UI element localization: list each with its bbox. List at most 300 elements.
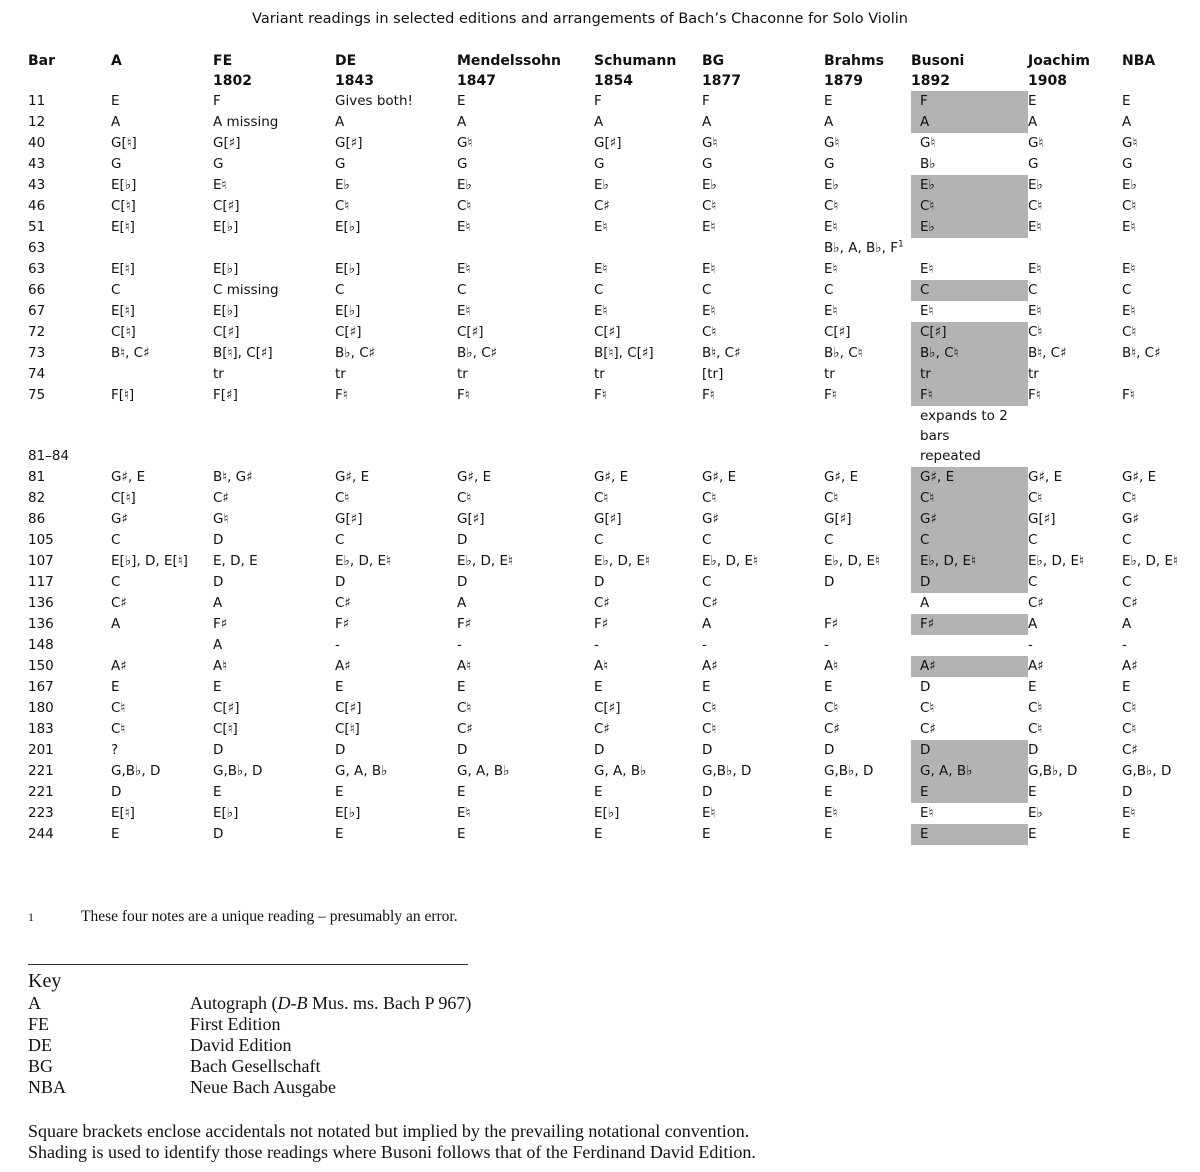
- cell-value: E♮: [702, 303, 716, 319]
- col-year-fe: 1802: [213, 73, 252, 89]
- col-header-joachim: Joachim: [1028, 53, 1090, 69]
- cell-value: tr: [594, 366, 605, 382]
- cell-value: D: [594, 742, 605, 758]
- cell-value: B♭, C♯: [335, 345, 376, 361]
- cell-value: C: [824, 282, 834, 298]
- table-row: [28, 782, 1182, 803]
- cell-value: E[♭]: [594, 805, 620, 821]
- cell-value: E[♭]: [213, 261, 239, 277]
- cell-value: [213, 238, 335, 259]
- cell-value: G♯, E: [594, 469, 629, 485]
- cell-value: A♮: [213, 658, 228, 674]
- cell-value: C♯: [1122, 742, 1138, 758]
- cell-value: G♮: [824, 135, 840, 151]
- key-row: [28, 993, 471, 1014]
- cell-value: F: [213, 93, 221, 109]
- cell-value: -: [1028, 637, 1033, 653]
- cell-bar: 105: [28, 532, 54, 548]
- header-year-row: [28, 71, 1182, 91]
- cell-value: tr: [1028, 366, 1039, 382]
- cell-value: G[♯]: [594, 135, 622, 151]
- col-header-bar: Bar: [28, 53, 56, 69]
- cell-value: G[♮]: [111, 135, 137, 151]
- cell-value: G,B♭, D: [824, 763, 874, 779]
- cell-value: E♭: [911, 175, 1028, 196]
- cell-value: D: [457, 574, 468, 590]
- cell-value: -: [702, 637, 707, 653]
- cell-value: [111, 238, 213, 259]
- cell-bar: 46: [28, 198, 46, 214]
- cell-value: E♭, D, E♮: [335, 553, 391, 569]
- cell-value: D: [824, 574, 835, 590]
- cell-value: A♮: [457, 658, 472, 674]
- cell-value: A: [1122, 616, 1132, 632]
- cell-value: E: [911, 824, 1028, 845]
- cell-value: D: [911, 740, 1028, 761]
- cell-value: [911, 635, 1028, 656]
- cell-value: B♭: [920, 156, 936, 172]
- cell-value: E♭: [335, 177, 350, 193]
- cell-value: [1122, 446, 1182, 467]
- cell-value: C♮: [1028, 198, 1043, 214]
- cell-value: G♮: [457, 135, 473, 151]
- cell-bar: 86: [28, 511, 46, 527]
- cell-value: C: [824, 532, 834, 548]
- cell-value: E[♮]: [111, 219, 135, 235]
- cell-value: G, A, B♭: [457, 763, 510, 779]
- cell-value: C♮: [111, 700, 126, 716]
- table-row: [28, 488, 1182, 509]
- cell-value: F♮: [457, 387, 470, 403]
- cell-bar: 81: [28, 469, 46, 485]
- cell-value: C♮: [1122, 700, 1137, 716]
- cell-value: G♮: [1122, 135, 1138, 151]
- cell-value: C[♮]: [213, 721, 238, 737]
- cell-value: G,B♭, D: [213, 763, 263, 779]
- table-row: [28, 196, 1182, 217]
- col-year-de: 1843: [335, 73, 374, 89]
- col-year-schumann: 1854: [594, 73, 633, 89]
- cell-value: C♯: [335, 595, 351, 611]
- cell-value: C♯: [1122, 595, 1138, 611]
- cell-value: A: [1122, 114, 1132, 130]
- cell-value: E[♭]: [335, 219, 361, 235]
- col-year-joachim: 1908: [1028, 73, 1067, 89]
- cell-value: E♮: [1028, 219, 1042, 235]
- cell-bar: 74: [28, 366, 46, 382]
- cell-value: C♮: [911, 488, 1028, 509]
- key-desc: Autograph (D-B Mus. ms. Bach P 967): [190, 993, 472, 1013]
- cell-value: E♮: [824, 261, 838, 277]
- cell-value: G,B♭, D: [702, 763, 752, 779]
- cell-value: G[♯]: [335, 135, 363, 151]
- cell-value: G♯, E: [824, 469, 859, 485]
- footnote-marker: 1: [898, 239, 904, 250]
- cell-value: F♯: [335, 616, 350, 632]
- cell-value: F♯: [457, 616, 472, 632]
- cell-value: A♯: [911, 656, 1028, 677]
- cell-bar: 221: [28, 763, 54, 779]
- cell-value: G♯, E: [335, 469, 370, 485]
- cell-value: E♮: [594, 303, 608, 319]
- cell-bar: 51: [28, 219, 46, 235]
- cell-value: E♮: [702, 261, 716, 277]
- cell-value: A: [213, 637, 223, 653]
- cell-value: C♯: [594, 721, 610, 737]
- cell-value: E: [111, 93, 120, 109]
- cell-value: G: [594, 156, 605, 172]
- cell-value: B[♮], C[♯]: [213, 345, 273, 361]
- cell-value: [702, 406, 824, 446]
- cell-value: E: [335, 784, 344, 800]
- col-year-mendelssohn: 1847: [457, 73, 496, 89]
- cell-value: C[♮]: [335, 721, 360, 737]
- cell-value: C♮: [702, 198, 717, 214]
- cell-value: C♯: [213, 490, 229, 506]
- cell-value: G[♯]: [335, 511, 363, 527]
- cell-bar: 183: [28, 721, 54, 737]
- cell-value: A: [457, 114, 467, 130]
- cell-value: C♮: [457, 700, 472, 716]
- cell-value: G,B♭, D: [111, 763, 161, 779]
- col-year-a: [111, 71, 213, 91]
- cell-value: E♮: [1028, 261, 1042, 277]
- table-row: [28, 593, 1182, 614]
- cell-value: G: [1122, 156, 1133, 172]
- cell-value: E♭: [1028, 177, 1043, 193]
- cell-value: C♮: [111, 721, 126, 737]
- cell-value: E: [594, 679, 603, 695]
- cell-value: C♯: [1028, 595, 1044, 611]
- col-header-schumann: Schumann: [594, 53, 677, 69]
- cell-value: E♭: [1028, 805, 1043, 821]
- cell-value: [594, 238, 702, 259]
- cell-value: A: [335, 114, 345, 130]
- cell-value: D: [702, 784, 713, 800]
- cell-value: B♮, C♯: [1122, 345, 1161, 361]
- col-header-nba: NBA: [1122, 53, 1156, 69]
- col-year-nba: [1122, 71, 1182, 91]
- table-title: Variant readings in selected editions and arrangements of Bach’s Chaconne for Solo Violin: [252, 11, 908, 27]
- cell-value: G♯, E: [1028, 469, 1063, 485]
- cell-value: E♭: [457, 177, 472, 193]
- cell-value: E♭, D, E♮: [1028, 553, 1084, 569]
- cell-value: F♯: [911, 614, 1028, 635]
- cell-bar: 201: [28, 742, 54, 758]
- cell-value: E♭: [911, 217, 1028, 238]
- col-header-de: DE: [335, 53, 357, 69]
- cell-value: D: [1122, 784, 1133, 800]
- cell-bar: 11: [28, 93, 46, 109]
- cell-value: C♮: [824, 700, 839, 716]
- cell-value: E[♭]: [111, 177, 137, 193]
- cell-value: [335, 406, 457, 446]
- cell-value: C♮: [1122, 324, 1137, 340]
- table-header: [28, 51, 1182, 91]
- cell-value: [457, 238, 594, 259]
- table-row: [28, 406, 1182, 446]
- cell-value: E: [457, 784, 466, 800]
- key-abbr: NBA: [28, 1077, 67, 1097]
- cell-value: expands to 2 bars: [920, 408, 1008, 444]
- cell-value: F[♮]: [111, 387, 135, 403]
- cell-value: G: [457, 156, 468, 172]
- cell-value: A: [594, 114, 604, 130]
- cell-value: C: [111, 282, 121, 298]
- cell-value: E[♭]: [335, 303, 361, 319]
- cell-bar: 107: [28, 553, 54, 569]
- table-row: [28, 280, 1182, 301]
- cell-value: E♮: [1122, 303, 1136, 319]
- cell-value: G[♯]: [824, 511, 852, 527]
- table-row: [28, 551, 1182, 572]
- cell-value: [111, 635, 213, 656]
- cell-value: G[♯]: [457, 511, 485, 527]
- cell-value: A♮: [824, 658, 839, 674]
- cell-value: E: [594, 826, 603, 842]
- cell-value: E♮: [702, 219, 716, 235]
- cell-value: [1122, 238, 1182, 259]
- table-row: [28, 322, 1182, 343]
- cell-value: E♮: [1122, 805, 1136, 821]
- cell-value: E♭, D, E♮: [594, 553, 650, 569]
- cell-value: C♮: [1028, 721, 1043, 737]
- cell-value: C♮: [1028, 324, 1043, 340]
- cell-value: C[♮]: [111, 490, 136, 506]
- cell-value: tr: [911, 364, 1028, 385]
- cell-value: G: [335, 156, 346, 172]
- cell-value: E: [824, 826, 833, 842]
- cell-value: C♮: [594, 490, 609, 506]
- notes: [28, 1121, 756, 1163]
- cell-value: E: [457, 826, 466, 842]
- cell-value: G[♯]: [594, 511, 622, 527]
- key-abbr: A: [28, 993, 41, 1013]
- cell-bar: 81–84: [28, 448, 70, 464]
- cell-value: G♮: [920, 135, 936, 151]
- footnote-number: 1: [28, 910, 34, 924]
- cell-value: E♮: [702, 805, 716, 821]
- key-desc: Neue Bach Ausgabe: [190, 1077, 336, 1097]
- cell-value: [111, 446, 213, 467]
- cell-value: G♮: [1028, 135, 1044, 151]
- cell-value: E♮: [1122, 261, 1136, 277]
- cell-value: G: [702, 156, 713, 172]
- cell-value: [594, 446, 702, 467]
- cell-value: C: [702, 532, 712, 548]
- cell-value: C♯: [702, 595, 718, 611]
- cell-value: D: [594, 574, 605, 590]
- cell-value: F: [702, 93, 710, 109]
- cell-value: E: [1028, 93, 1037, 109]
- cell-value: F♮: [594, 387, 607, 403]
- cell-value: A♯: [1028, 658, 1044, 674]
- cell-value: [594, 406, 702, 446]
- cell-value: C: [457, 282, 467, 298]
- cell-value: F♮: [702, 387, 715, 403]
- col-header-a: A: [111, 53, 122, 69]
- cell-value: Gives both!: [335, 93, 413, 109]
- cell-value: D: [824, 742, 835, 758]
- cell-value: [702, 446, 824, 467]
- cell-value: E: [911, 782, 1028, 803]
- cell-value: tr: [824, 366, 835, 382]
- cell-value: C: [1122, 532, 1132, 548]
- cell-value: C[♯]: [335, 700, 362, 716]
- cell-bar: 66: [28, 282, 46, 298]
- cell-value: E♮: [824, 219, 838, 235]
- cell-value: [111, 406, 213, 446]
- cell-bar: 82: [28, 490, 46, 506]
- cell-value: A: [111, 616, 121, 632]
- cell-value: C: [111, 532, 121, 548]
- cell-value: G: [213, 156, 224, 172]
- table-row: [28, 530, 1182, 551]
- key-section: [28, 969, 471, 1098]
- cell-bar: 63: [28, 240, 46, 256]
- cell-value: E: [594, 784, 603, 800]
- note-brackets: Square brackets enclose accidentals not notated but implied by the prevailing notational convention.: [28, 1121, 750, 1141]
- cell-bar: 63: [28, 261, 46, 277]
- cell-value: C[♮]: [111, 198, 136, 214]
- col-year-busoni: 1892: [911, 73, 950, 89]
- cell-value: [824, 593, 911, 614]
- cell-value: A: [1028, 616, 1038, 632]
- cell-value: G: [824, 156, 835, 172]
- cell-value: A♯: [702, 658, 718, 674]
- cell-value: C[♮]: [111, 324, 136, 340]
- cell-value: C: [594, 532, 604, 548]
- cell-value: E♮: [457, 219, 471, 235]
- cell-value: D: [457, 532, 468, 548]
- cell-value: C: [1028, 574, 1038, 590]
- cell-value: E♭, D, E♮: [911, 551, 1028, 572]
- cell-value: C♮: [920, 700, 935, 716]
- cell-value: E♮: [920, 261, 934, 277]
- cell-value: G♯: [911, 509, 1028, 530]
- cell-value: F: [911, 91, 1028, 112]
- cell-value: [111, 364, 213, 385]
- cell-value: A: [213, 595, 223, 611]
- cell-value: B♮, G♯: [213, 469, 253, 485]
- cell-value: E: [1028, 679, 1037, 695]
- cell-value: E: [824, 784, 833, 800]
- cell-value: G[♯]: [213, 135, 241, 151]
- cell-value: A♯: [335, 658, 351, 674]
- cell-value: -: [1122, 637, 1127, 653]
- cell-value: A: [702, 616, 712, 632]
- table-row: [28, 740, 1182, 761]
- table-row: [28, 133, 1182, 154]
- cell-value: E♮: [594, 261, 608, 277]
- cell-value: D: [213, 826, 224, 842]
- cell-value: G, A, B♭: [911, 761, 1028, 782]
- cell-value: F♮: [1122, 387, 1135, 403]
- cell-value: [824, 406, 911, 446]
- key-desc: Bach Gesellschaft: [190, 1056, 321, 1076]
- table-row: [28, 803, 1182, 824]
- cell-value: C♮: [702, 324, 717, 340]
- cell-value: G♯, E: [1122, 469, 1157, 485]
- note-shading: Shading is used to identify those readings where Busoni follows that of the Ferdinand David Edition.: [28, 1142, 756, 1162]
- cell-value: B♮, C♯: [702, 345, 741, 361]
- table-row: [28, 301, 1182, 322]
- cell-value: C♯: [824, 721, 840, 737]
- cell-value: C♮: [335, 198, 350, 214]
- cell-value: F♮: [335, 387, 348, 403]
- cell-value: C: [702, 282, 712, 298]
- cell-value: A: [824, 114, 834, 130]
- cell-value: D: [213, 532, 224, 548]
- col-year-brahms: 1879: [824, 73, 863, 89]
- table-row: [28, 698, 1182, 719]
- cell-value: E♮: [824, 805, 838, 821]
- table-row: [28, 259, 1182, 280]
- cell-bar: 148: [28, 637, 54, 653]
- cell-value: A: [702, 114, 712, 130]
- cell-value: A♮: [594, 658, 609, 674]
- cell-bar: 180: [28, 700, 54, 716]
- cell-value: C[♯]: [911, 322, 1028, 343]
- cell-value: E[♭]: [213, 805, 239, 821]
- cell-value: E♭: [594, 177, 609, 193]
- table-row: [28, 91, 1182, 112]
- footnote-divider: [28, 964, 468, 965]
- cell-value: [213, 446, 335, 467]
- cell-bar: 43: [28, 177, 46, 193]
- cell-value: E[♭]: [335, 261, 361, 277]
- cell-value: C[♯]: [213, 324, 240, 340]
- cell-value: [702, 238, 824, 259]
- cell-value: F♮: [911, 385, 1028, 406]
- cell-value: G,B♭, D: [1122, 763, 1172, 779]
- cell-value: tr: [457, 366, 468, 382]
- cell-value: E: [702, 826, 711, 842]
- key-desc: David Edition: [190, 1035, 292, 1055]
- cell-value: G♯, E: [702, 469, 737, 485]
- key-heading: Key: [28, 970, 62, 992]
- cell-bar: 223: [28, 805, 54, 821]
- cell-value: C♮: [457, 198, 472, 214]
- cell-value: tr: [213, 366, 224, 382]
- cell-value: C♮: [457, 490, 472, 506]
- key-row: [28, 1014, 471, 1035]
- cell-value: E: [1028, 784, 1037, 800]
- cell-value: D: [457, 742, 468, 758]
- table-row: [28, 175, 1182, 196]
- cell-bar: [28, 406, 111, 446]
- cell-value: F♯: [824, 616, 839, 632]
- cell-value: C♮: [1122, 198, 1137, 214]
- cell-value: G: [1028, 156, 1039, 172]
- col-header-fe: FE: [213, 53, 233, 69]
- cell-value: C[♯]: [594, 700, 621, 716]
- table-row: [28, 635, 1182, 656]
- table-row: [28, 112, 1182, 133]
- cell-value: C[♯]: [824, 324, 851, 340]
- cell-value: A: [1028, 114, 1038, 130]
- cell-value: G♯: [702, 511, 719, 527]
- cell-value: C♮: [1122, 721, 1137, 737]
- cell-value: E♮: [920, 805, 934, 821]
- variant-readings-table: [28, 51, 1182, 845]
- cell-bar: 12: [28, 114, 46, 130]
- cell-value: [1122, 406, 1182, 446]
- cell-value: F♮: [1028, 387, 1041, 403]
- table-row: [28, 614, 1182, 635]
- cell-value: A: [911, 112, 1028, 133]
- cell-value: C: [1122, 282, 1132, 298]
